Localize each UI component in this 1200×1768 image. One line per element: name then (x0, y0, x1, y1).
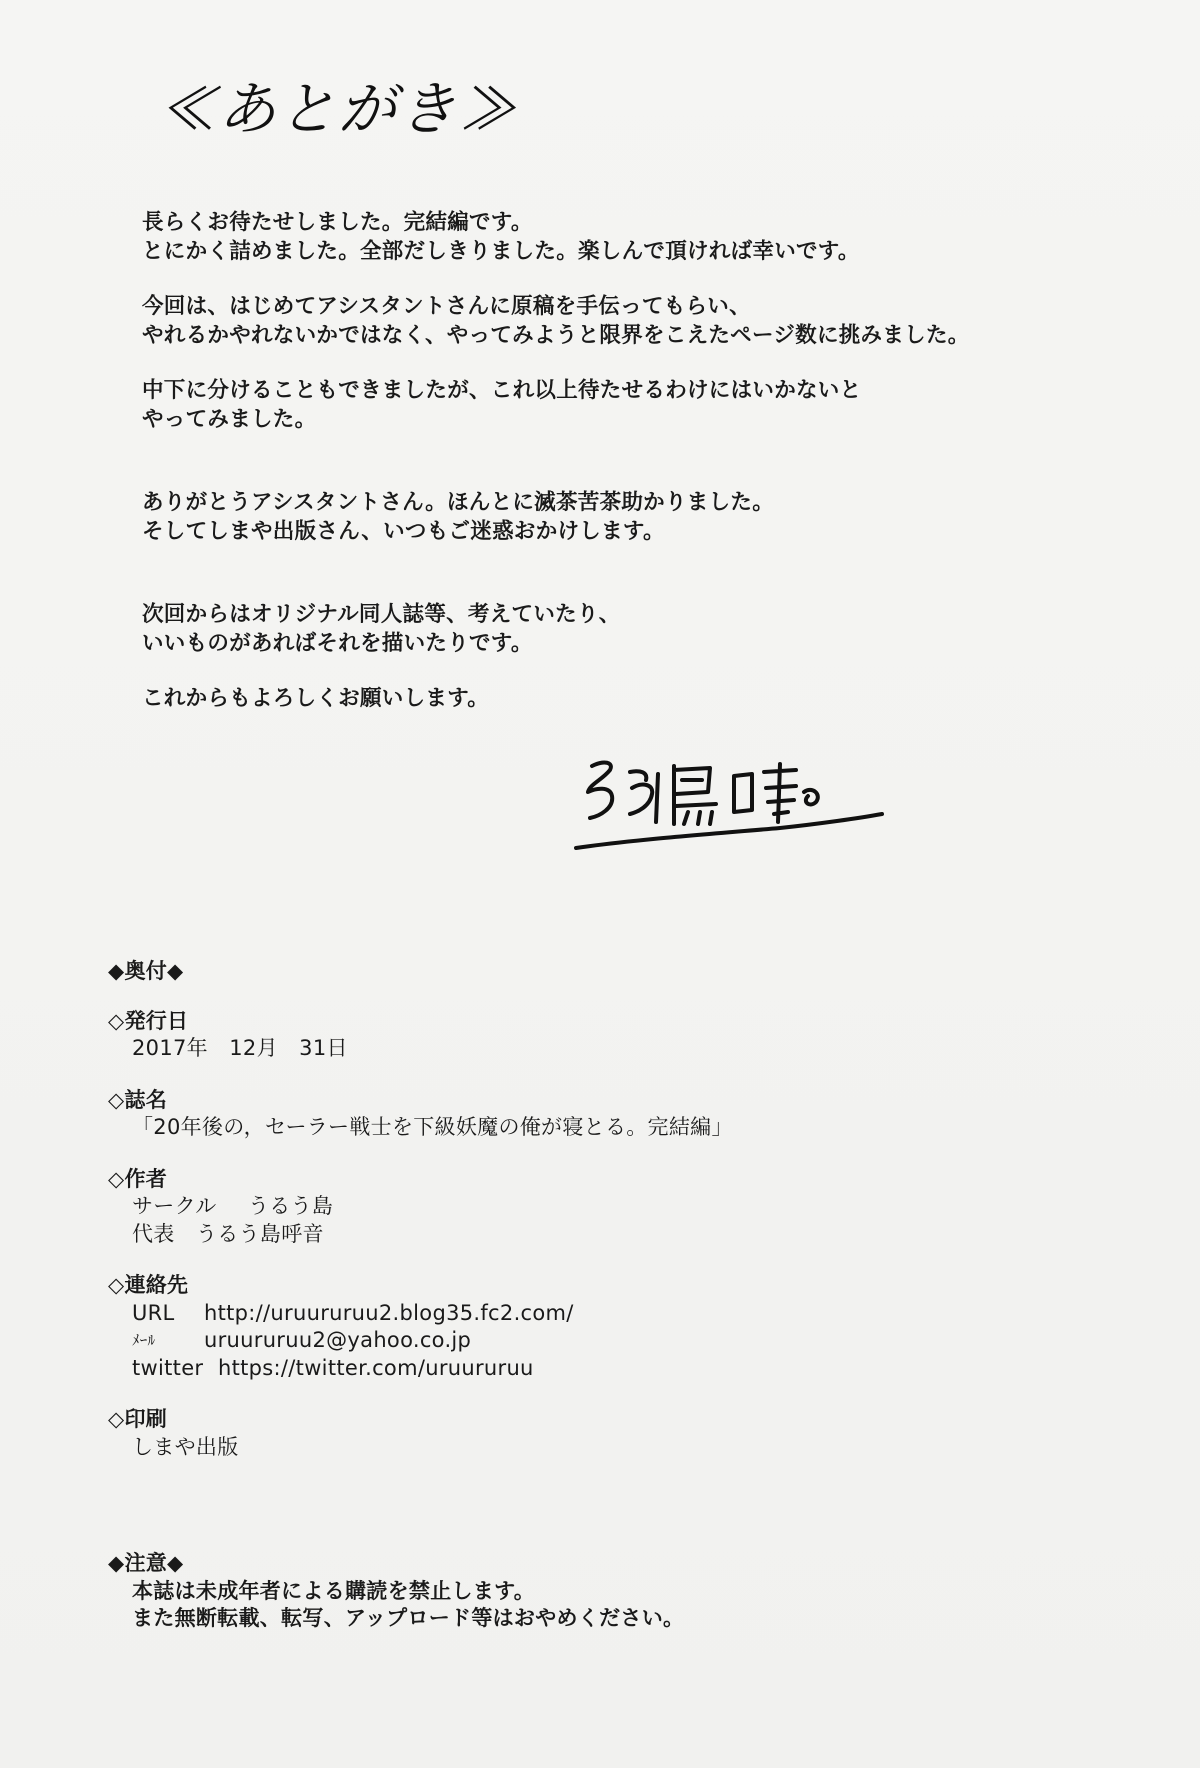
afterword-line: そしてしまや出版さん、いつもご迷惑おかけします。 (142, 519, 665, 544)
twitter-key: twitter (132, 1355, 204, 1380)
url-row (108, 1300, 1108, 1328)
afterword-line: これからもよろしくお願いします。 (142, 686, 490, 711)
colophon (108, 958, 1108, 1485)
circle-value: うるう島 (248, 1194, 334, 1218)
contact-label: ◇連絡先 (108, 1273, 189, 1297)
representative-key: 代表 (132, 1221, 175, 1246)
url-key: URL (132, 1300, 175, 1325)
author-section (108, 1166, 1108, 1249)
book-title-section (108, 1087, 1108, 1142)
colophon-title: ◆奥付◆ (108, 959, 184, 983)
afterword-line: 長らくお待たせしました。完結編です。 (142, 210, 533, 235)
url-value: http://uruururuu2.blog35.fc2.com/ (204, 1300, 574, 1325)
notice-line: 本誌は未成年者による購読を禁止します。 (132, 1578, 536, 1603)
mail-key: ﾒｰﾙ (132, 1331, 156, 1349)
afterword-line: ありがとうアシスタントさん。ほんとに滅茶苦茶助かりました。 (142, 490, 774, 515)
book-title-label: ◇誌名 (108, 1087, 168, 1112)
issue-date-section (108, 1008, 1108, 1063)
author-label: ◇作者 (108, 1166, 168, 1191)
afterword-line: やれるかやれないかではなく、やってみようと限界をこえたページ数に挑みました。 (142, 323, 970, 348)
afterword-line: いいものがあればそれを描いたりです。 (142, 631, 533, 656)
issue-date-label: ◇発行日 (108, 1008, 189, 1033)
issue-date-value: 2017年 12月 31日 (132, 1036, 348, 1060)
printing-label: ◇印刷 (108, 1407, 168, 1431)
afterword-line: とにかく詰めました。全部だしきりました。楽しんで頂ければ幸いです。 (142, 239, 860, 264)
contact-section (108, 1272, 1108, 1382)
book-title-value: 「20年後の，セーラー戦士を下級妖魔の俺が寝とる。完結編」 (132, 1115, 733, 1139)
printing-value: しまや出版 (132, 1434, 239, 1459)
author-signature (570, 752, 890, 872)
afterword-line: 今回は、はじめてアシスタントさんに原稿を手伝ってもらい、 (142, 294, 751, 319)
representative-value: うるう島呼音 (196, 1221, 324, 1246)
printing-section (108, 1406, 1108, 1461)
afterword-line: やってみました。 (142, 407, 317, 432)
notice-title: ◆注意◆ (108, 1551, 184, 1575)
mail-value: uruururuu2@yahoo.co.jp (204, 1328, 472, 1352)
circle-key: サークル (132, 1194, 217, 1218)
twitter-row (108, 1355, 1108, 1383)
notice-line: また無断転載、転写、アップロード等はおやめください。 (132, 1606, 685, 1630)
notice (108, 1550, 684, 1633)
afterword-line: 中下に分けることもできましたが、これ以上待たせるわけにはいかないと (142, 378, 862, 403)
circle-row (108, 1193, 1108, 1221)
twitter-value: https://twitter.com/uruururuu (218, 1355, 534, 1380)
representative-row (108, 1221, 1108, 1249)
mail-row (108, 1327, 1108, 1355)
afterword-body (142, 208, 1142, 713)
afterword-heading: ≪あとがき≫ (158, 75, 519, 143)
afterword-line: 次回からはオリジナル同人誌等、考えていたり、 (142, 602, 621, 627)
